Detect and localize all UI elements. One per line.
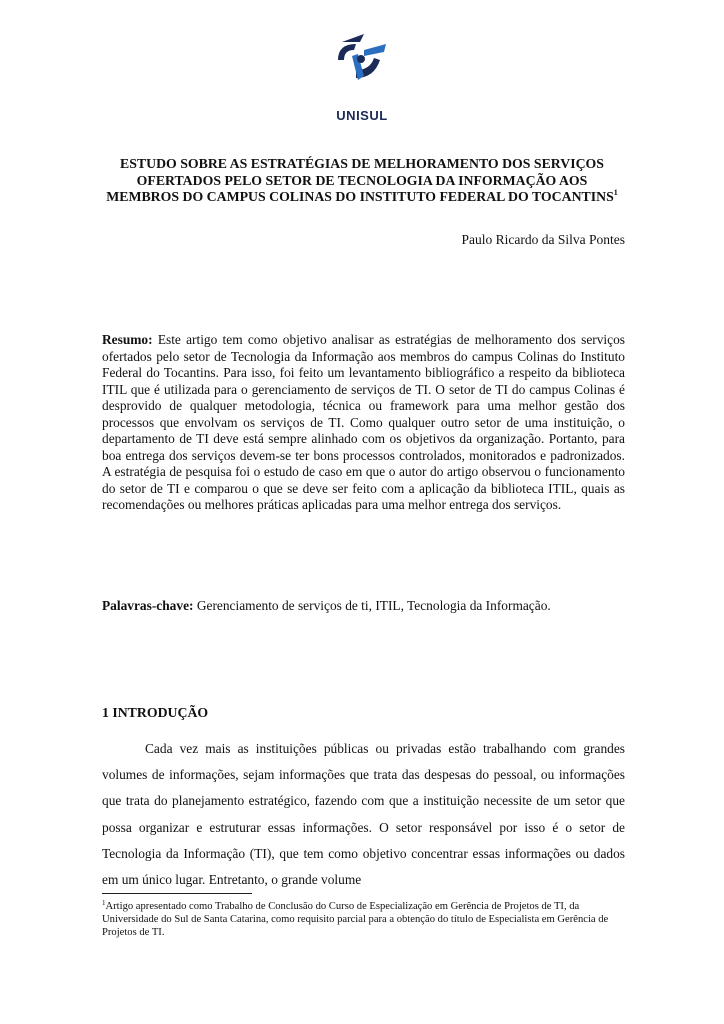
intro-paragraph: Cada vez mais as instituições públicas ou privadas estão trabalhando com grandes volumes de informações, sejam informações que trata das despesas do pessoal, ou informações que trata do planejamento estratégico, fazendo com que a instituição necessite de um setor que possa organizar e estruturar essas informações. O setor responsável por isso é o setor de Tecnologia da Informação (TI), que tem como objetivo concentrar essas informações ou dados em um único lugar. Entretanto, o grande volume <box>102 741 625 888</box>
author-name: Paulo Ricardo da Silva Pontes <box>461 232 625 247</box>
footnote-text: Artigo apresentado como Trabalho de Conclusão do Curso de Especialização em Gerência de Projetos de TI, da Universidade do Sul de Santa Catarina, como requisito parcial para a obtenção do título de Especialista em Gerência de Projetos de TI. <box>102 901 609 938</box>
keywords-text: Gerenciamento de serviços de ti, ITIL, Tecnologia da Informação. <box>196 598 551 613</box>
abstract <box>102 332 625 514</box>
university-logo <box>312 30 412 123</box>
title-footnote-marker: 1 <box>613 188 618 197</box>
footnote <box>102 900 625 939</box>
footnote-marker: 1 <box>102 899 106 907</box>
abstract-label: Resumo: <box>102 332 153 347</box>
footnote-divider <box>102 893 252 894</box>
unisul-emblem-icon <box>334 30 390 88</box>
section-heading: 1 INTRODUÇÃO <box>102 705 209 720</box>
keywords <box>102 598 625 615</box>
paper-title: ESTUDO SOBRE AS ESTRATÉGIAS DE MELHORAMENTO DOS SERVIÇOS OFERTADOS PELO SETOR DE TECNOLOGIA DA INFORMAÇÃO AOS MEMBROS DO CAMPUS COLINAS DO INSTITUTO FEDERAL DO TOCANTINS$^1$ <box>106 156 618 204</box>
abstract-text: Este artigo tem como objetivo analisar as estratégias de melhoramento dos serviços ofertados pelo setor de Tecnologia da Informação aos membros do campus Colinas do Instituto Federal do Tocantins. Para isso, foi feito um levantamento bibliográfico a respeito da biblioteca ITIL que é utilizada para o gerenciamento de serviços de TI. O setor de TI do campus Colinas é desprovido de qualquer metodologia, técnica ou framework para uma melhor gestão dos processos que envolvam os serviços de TI. Como qualquer outro setor de uma instituição, o departamento de TI deve está sempre alinhado com os objetivos da organização. Portanto, para boa entrega dos serviços devem-se ter bons processos controlados, monitorados e padronizados. A estratégia de pesquisa foi o estudo de caso em que o autor do artigo observou o funcionamento do setor de TI e comparou o que se deve ser feito com a aplicação da biblioteca ITIL, quais as recomendações ou melhores práticas aplicadas para uma melhor entrega dos serviços. <box>102 332 625 512</box>
keywords-label: Palavras-chave: <box>102 598 194 613</box>
logo-wordmark: UNISUL <box>336 108 388 123</box>
